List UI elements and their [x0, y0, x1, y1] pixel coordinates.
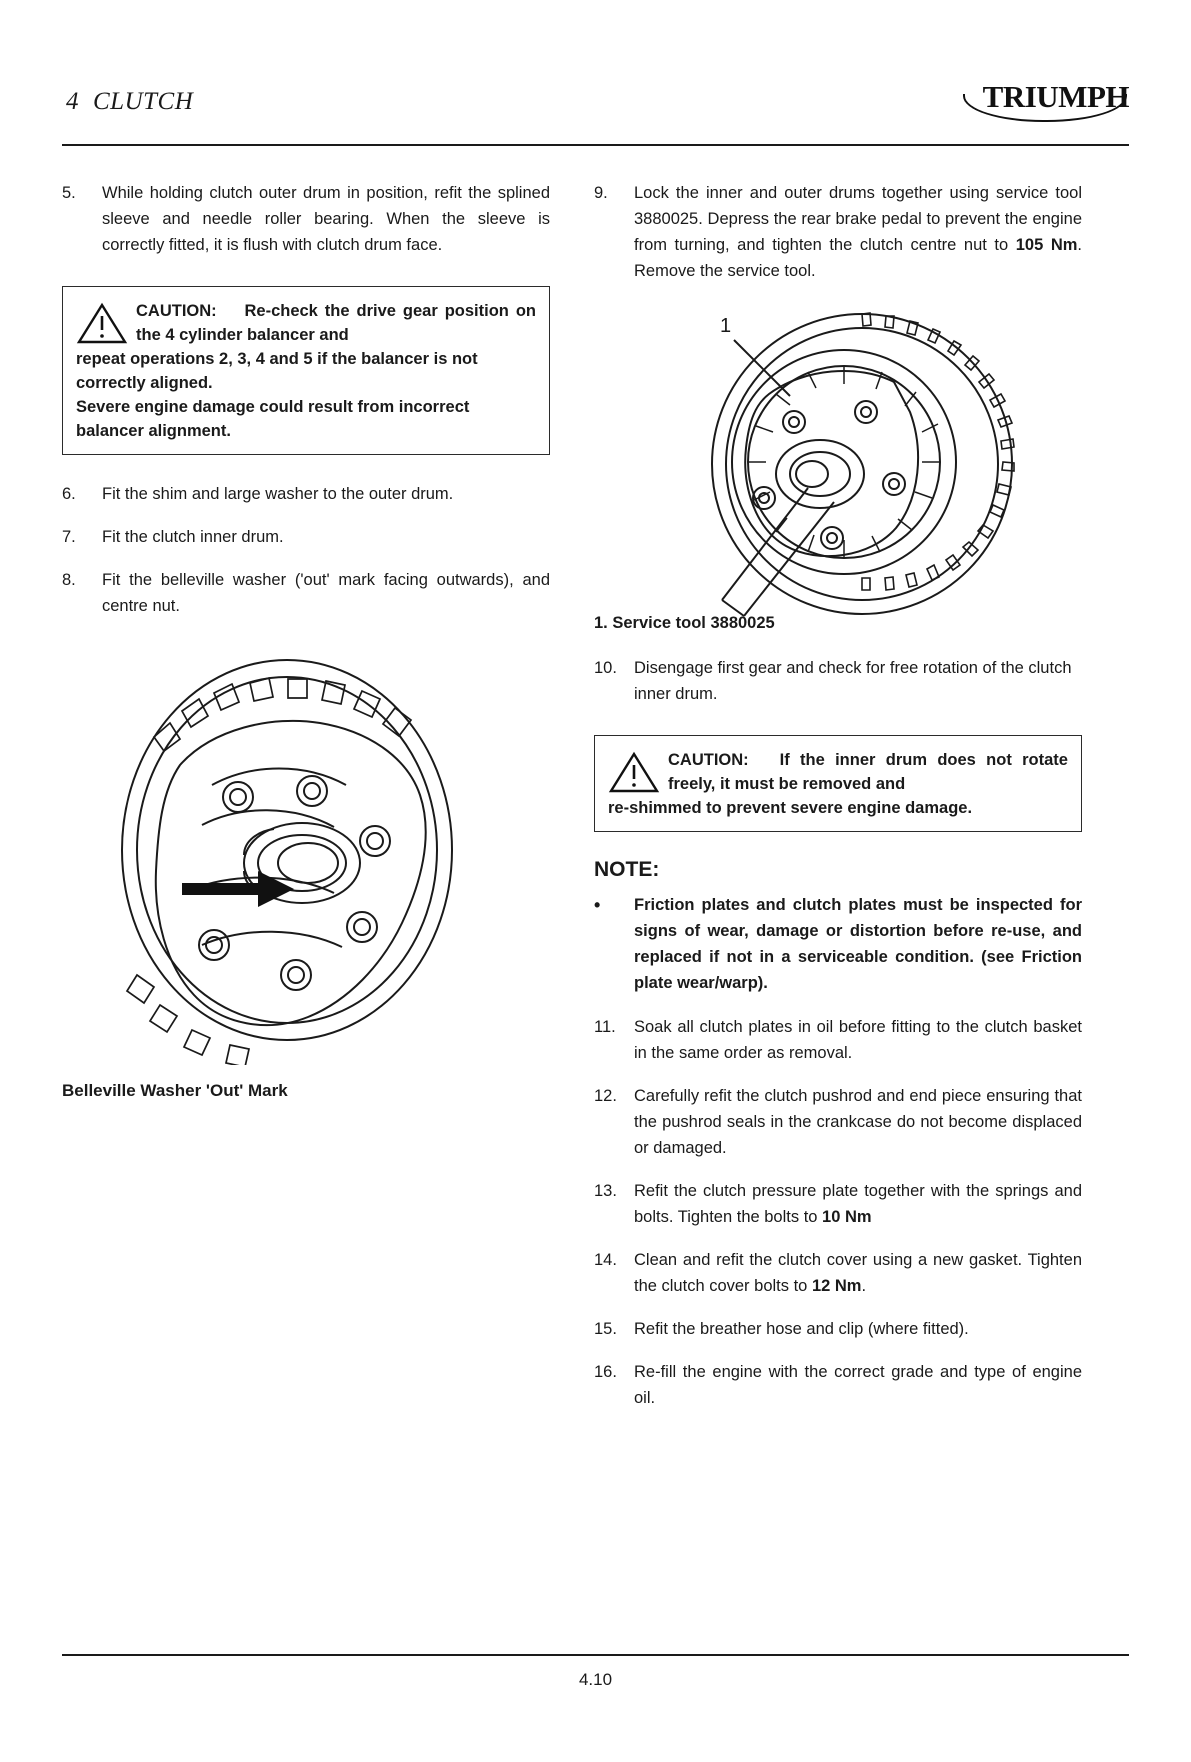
callout-arrow-icon [182, 871, 294, 907]
caution-head-body: Re-check the drive gear position on the 4 cylinder balancer and [136, 302, 536, 344]
list-item [62, 481, 550, 507]
triumph-logo [957, 78, 1129, 124]
list-item [594, 1178, 1082, 1230]
list-item [594, 180, 1082, 284]
item-text [634, 180, 1082, 284]
warning-triangle-icon [76, 301, 128, 345]
caution-line-1: repeat operations 2, 3, 4 and 5 if the balancer is not [76, 350, 478, 368]
item-text: Refit the breather hose and clip (where fitted). [634, 1320, 969, 1338]
item-text-bold: 12 Nm [811, 1277, 862, 1295]
item-text-bold: 105 Nm [1015, 236, 1078, 254]
item-text [634, 1178, 1082, 1230]
caution-line-4: balancer alignment. [76, 422, 231, 440]
list-item [62, 524, 550, 550]
list-item [62, 567, 550, 619]
item-number: 15. [594, 1320, 617, 1338]
bullet-icon: • [594, 895, 601, 915]
caution-heading-text [136, 299, 536, 347]
page-number: 4.10 [578, 1670, 613, 1689]
chapter-title: CLUTCH [93, 88, 194, 115]
left-column [62, 180, 550, 1428]
item-number: 12. [594, 1087, 617, 1105]
caution-line-3: Severe engine damage could result from incorrect [76, 398, 470, 416]
item-text-before: Clean and refit the clutch cover using a new gasket. Tighten the clutch cover bolts to [634, 1251, 1082, 1295]
document-page [0, 78, 1191, 1762]
list-item [594, 1359, 1082, 1411]
page-title [66, 88, 193, 116]
list-item [594, 1083, 1082, 1161]
item-text: Re-fill the engine with the correct grade and type of engine oil. [634, 1363, 1082, 1407]
caution-box [62, 286, 550, 455]
item-text-bold: 10 Nm [822, 1208, 872, 1226]
item-text: Fit the clutch inner drum. [102, 528, 284, 546]
item-number: 14. [594, 1251, 617, 1269]
list-item [594, 1247, 1082, 1299]
warning-triangle-icon [608, 750, 660, 794]
belleville-washer-figure [62, 645, 550, 1065]
note-text: Friction plates and clutch plates must be inspected for signs of wear, damage or distortion before re-use, and replaced if not in a serviceable condition. (see Friction plate wear/warp). [634, 896, 1082, 992]
figure-callout-1: 1 [720, 315, 732, 337]
item-number: 10. [594, 659, 617, 677]
service-tool-figure [594, 302, 1082, 602]
item-number: 7. [62, 528, 76, 546]
belleville-figure-caption: Belleville Washer 'Out' Mark [62, 1081, 288, 1100]
chapter-number: 4 [66, 88, 79, 115]
list-item [62, 180, 550, 258]
page-footer [62, 1654, 1129, 1690]
caution-line-1: re-shimmed to prevent severe engine damage. [608, 799, 973, 817]
caution-heading-text [668, 748, 1068, 796]
note-item [594, 892, 1082, 996]
list-item [594, 1316, 1082, 1342]
item-number: 13. [594, 1182, 617, 1200]
item-text-before: Lock the inner and outer drums together using service tool 3880025. Depress the rear brake pedal to prevent the engine from turning, and tighten the clutch centre nut to [634, 184, 1082, 254]
caution-head-body: If the inner drum does not rotate freely, it must be removed and [668, 751, 1068, 793]
item-number: 6. [62, 485, 76, 503]
service-tool-caption: 1. Service tool 3880025 [594, 614, 775, 632]
logo-text: TRIUMPH [982, 79, 1129, 114]
item-text [634, 1247, 1082, 1299]
caution-first-line [76, 299, 536, 347]
caution-first-line [608, 748, 1068, 796]
caution-label: CAUTION: [668, 751, 749, 769]
item-text: Carefully refit the clutch pushrod and end piece ensuring that the pushrod seals in the crankcase do not become displaced or damaged. [634, 1087, 1082, 1157]
item-number: 8. [62, 571, 76, 589]
right-column [594, 180, 1082, 1428]
note-heading: NOTE: [594, 858, 660, 881]
item-text: While holding clutch outer drum in position, refit the splined sleeve and needle roller bearing. When the sleeve is correctly fitted, it is flush with clutch drum face. [102, 184, 550, 254]
caution-line-2: correctly aligned. [76, 374, 213, 392]
caution-box [594, 735, 1082, 832]
caution-label: CAUTION: [136, 302, 217, 320]
caution-rest [608, 796, 1068, 820]
item-number: 5. [62, 184, 76, 202]
list-item [594, 1014, 1082, 1066]
item-text: Fit the belleville washer ('out' mark facing outwards), and centre nut. [102, 571, 550, 615]
item-text: Soak all clutch plates in oil before fitting to the clutch basket in the same order as removal. [634, 1018, 1082, 1062]
item-number: 16. [594, 1363, 617, 1381]
content-columns [62, 180, 1129, 1428]
caution-rest [76, 347, 536, 443]
list-item [594, 655, 1082, 707]
item-text-before: Refit the clutch pressure plate together with the springs and bolts. Tighten the bolts to [634, 1182, 1082, 1226]
item-text: Disengage first gear and check for free rotation of the clutch inner drum. [634, 659, 1072, 703]
item-number: 11. [594, 1018, 616, 1036]
item-number: 9. [594, 184, 608, 202]
item-text: Fit the shim and large washer to the outer drum. [102, 485, 454, 503]
item-text-after: . [861, 1277, 867, 1295]
page-header [62, 78, 1129, 146]
item-text-after: . Remove the service tool. [634, 236, 1083, 280]
